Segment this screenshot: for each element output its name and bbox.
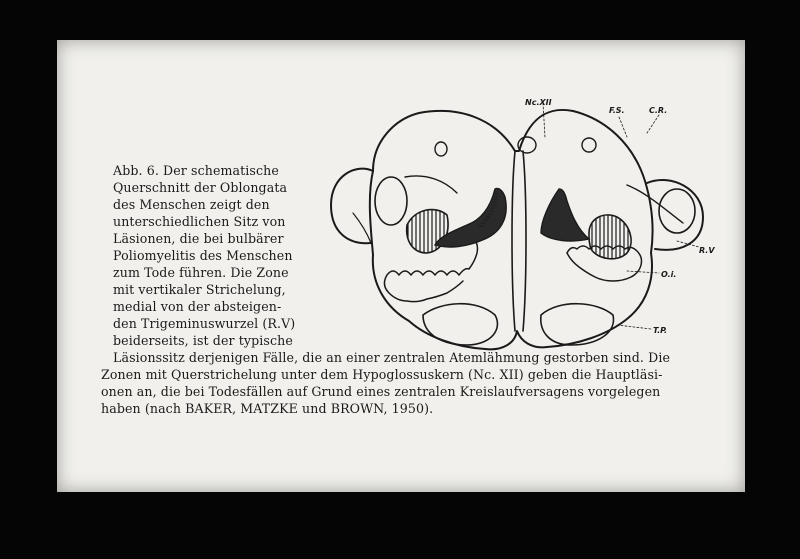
caption-line: Läsionen, die bei bulbärer [113, 231, 284, 246]
label-tp: T.P. [653, 326, 667, 335]
caption-line: beiderseits, ist der typische [113, 333, 293, 348]
caption-line: haben (nach BAKER, MATZKE und BROWN, 1950). [101, 401, 434, 416]
caption-line: Abb. 6. Der schematische [113, 163, 279, 178]
vertical-hatched-lesion-right [589, 215, 631, 259]
cross-hatched-lesion-right [541, 189, 589, 241]
caption-line: den Trigeminuswurzel (R.V) [113, 316, 296, 331]
caption-line: zum Tode führen. Die Zone [113, 265, 289, 280]
label-cr: C.R. [649, 106, 668, 115]
caption-line: onen an, die bei Todesfällen auf Grund eines zentralen Kreislaufversagens vorgelegen [101, 384, 661, 399]
left-pyramid [423, 304, 497, 345]
label-fs: F.S. [609, 106, 625, 115]
caption-line: medial von der absteigen- [113, 299, 282, 314]
left-lateral-lobe [331, 169, 373, 244]
label-nc-xii: Nc.XII [525, 98, 552, 107]
oblongata-cross-section-diagram [327, 93, 727, 363]
caption-line: unterschiedlichen Sitz von [113, 214, 286, 229]
caption-line: des Menschen zeigt den [113, 197, 270, 212]
slide [57, 40, 745, 492]
caption-line: Poliomyelitis des Menschen [113, 248, 293, 263]
label-oi: O.i. [661, 270, 677, 279]
caption-line: mit vertikaler Strichelung, [113, 282, 286, 297]
median-raphe [512, 151, 515, 331]
caption-line: Querschnitt der Oblongata [113, 180, 288, 195]
label-rv: R.V [699, 246, 715, 255]
caption-line: Läsionssitz derjenigen Fälle, die an einer zentralen Atemlähmung gestorben sind. Die [113, 350, 671, 365]
right-pyramid [541, 304, 614, 345]
caption-line: Zonen mit Querstrichelung unter dem Hypoglossuskern (Nc. XII) geben die Hauptläsi- [101, 367, 663, 382]
